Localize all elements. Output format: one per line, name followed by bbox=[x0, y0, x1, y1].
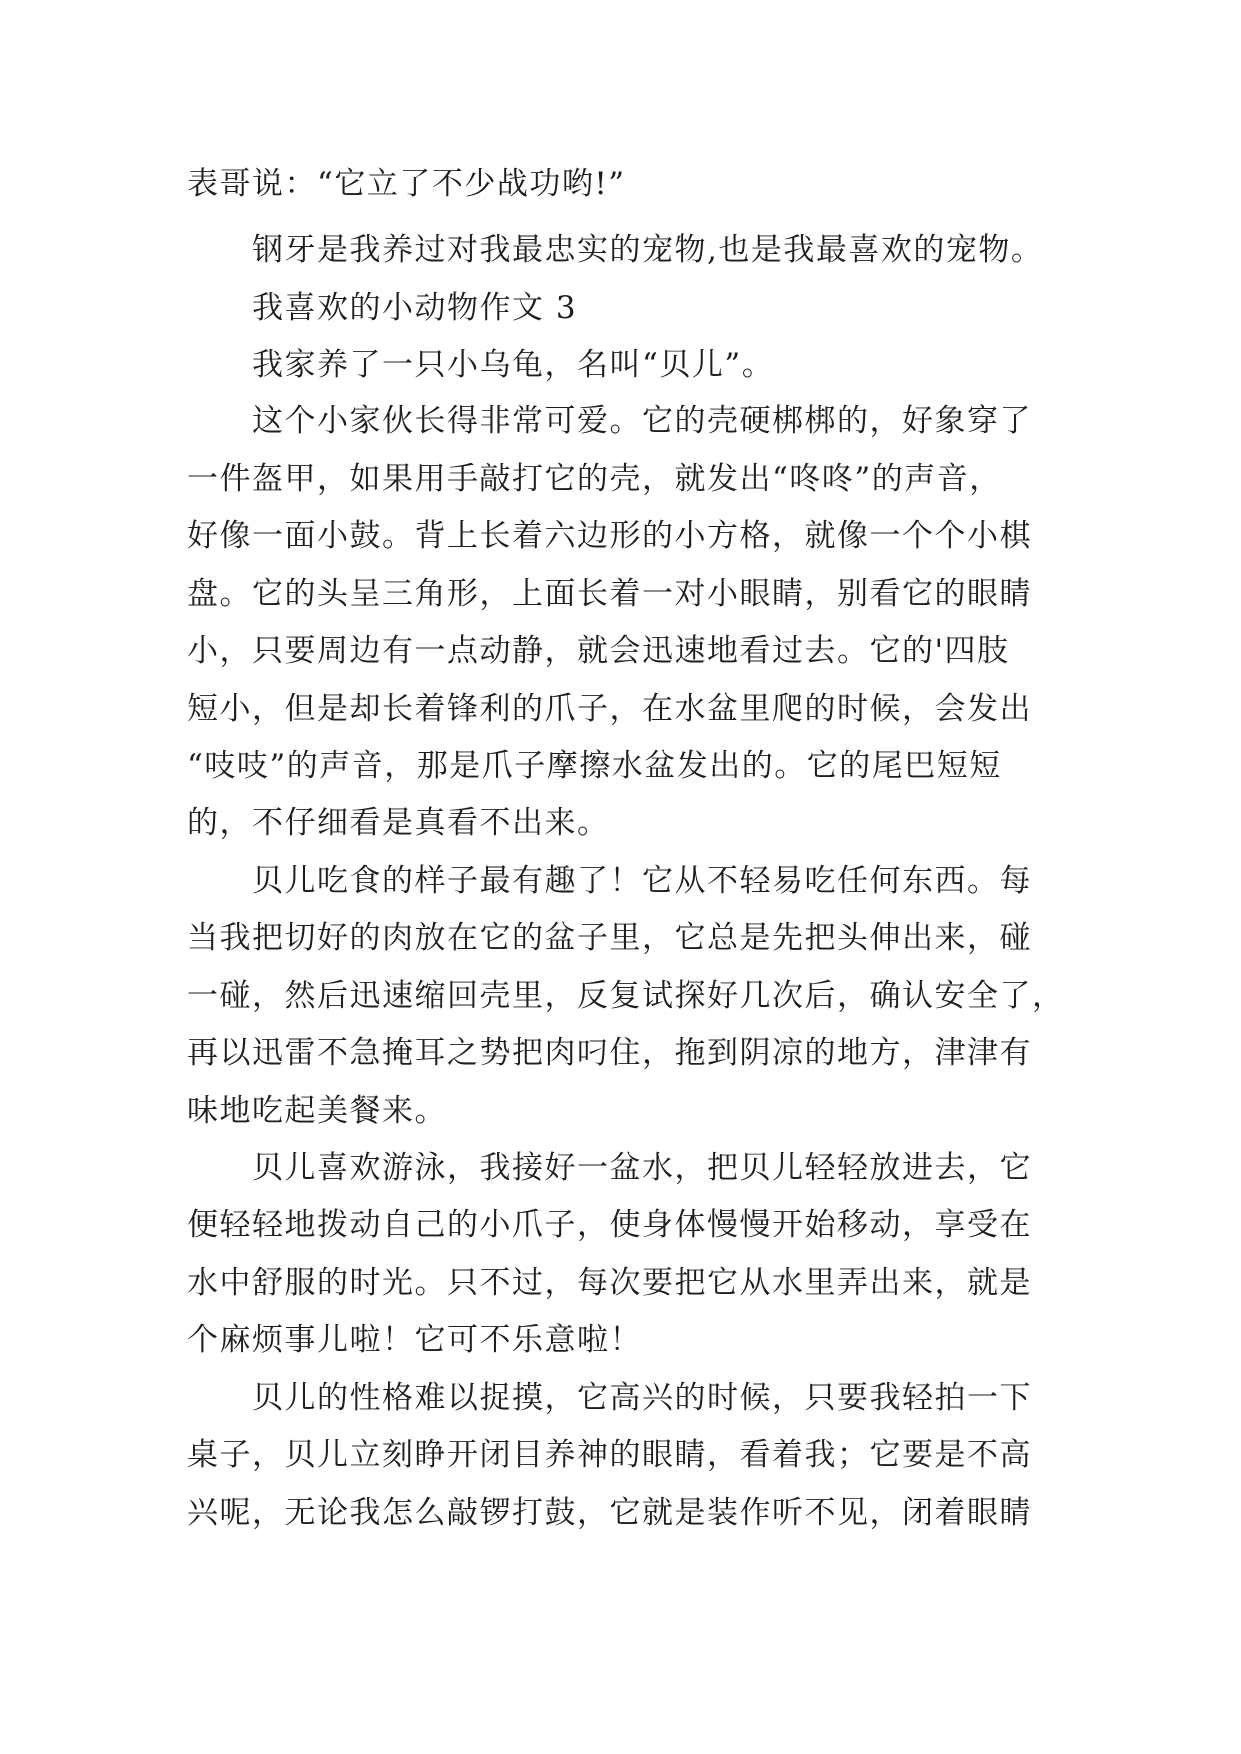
text-line: 水中舒服的时光。只不过，每次要把它从水里弄出来，就是 bbox=[187, 1265, 1032, 1301]
text-line: 一碰，然后迅速缩回壳里，反复试探好几次后，确认安全了， bbox=[187, 978, 1065, 1014]
text-line: 兴呢，无论我怎么敲锣打鼓，它就是装作听不见，闭着眼睛 bbox=[187, 1495, 1032, 1531]
section-heading: 我喜欢的小动物作文 3 bbox=[252, 290, 578, 326]
text-line: 短小，但是却长着锋利的爪子，在水盆里爬的时候，会发出 bbox=[187, 691, 1032, 727]
text-line: 味地吃起美餐来。 bbox=[187, 1093, 447, 1129]
text-line: 个麻烦事儿啦！它可不乐意啦！ bbox=[187, 1322, 642, 1358]
text-line: 贝儿吃食的样子最有趣了！它从不轻易吃任何东西。每 bbox=[252, 863, 1032, 899]
text-line: 小，只要周边有一点动静，就会迅速地看过去。它的'四肢 bbox=[187, 633, 1010, 669]
text-line: 一件盔甲，如果用手敲打它的壳，就发出“咚咚”的声音， bbox=[187, 461, 1002, 497]
text-line: 好像一面小鼓。背上长着六边形的小方格，就像一个个小棋 bbox=[187, 518, 1032, 554]
text-line: 桌子，贝儿立刻睁开闭目养神的眼睛，看着我；它要是不高 bbox=[187, 1437, 1032, 1473]
text-line: 表哥说：“它立了不少战功哟!” bbox=[187, 166, 626, 202]
text-line: 盘。它的头呈三角形，上面长着一对小眼睛，别看它的眼睛 bbox=[187, 576, 1032, 612]
text-line: 便轻轻地拨动自己的小爪子，使身体慢慢开始移动，享受在 bbox=[187, 1207, 1032, 1243]
text-line: 贝儿的性格难以捉摸，它高兴的时候，只要我轻拍一下 bbox=[252, 1380, 1032, 1416]
text-line: 再以迅雷不急掩耳之势把肉叼住，拖到阴凉的地方，津津有 bbox=[187, 1035, 1032, 1071]
text-line: 的，不仔细看是真看不出来。 bbox=[187, 805, 610, 841]
text-line: “吱吱”的声音，那是爪子摩擦水盆发出的。它的尾巴短短 bbox=[187, 748, 1002, 784]
text-line: 钢牙是我养过对我最忠实的宠物,也是我最喜欢的宠物。 bbox=[252, 232, 1044, 268]
text-line: 贝儿喜欢游泳，我接好一盆水，把贝儿轻轻放进去，它 bbox=[252, 1150, 1032, 1186]
text-line: 当我把切好的肉放在它的盆子里，它总是先把头伸出来，碰 bbox=[187, 920, 1032, 956]
text-line: 我家养了一只小乌龟，名叫“贝儿”。 bbox=[252, 347, 775, 383]
text-line: 这个小家伙长得非常可爱。它的壳硬梆梆的，好象穿了 bbox=[252, 403, 1032, 439]
